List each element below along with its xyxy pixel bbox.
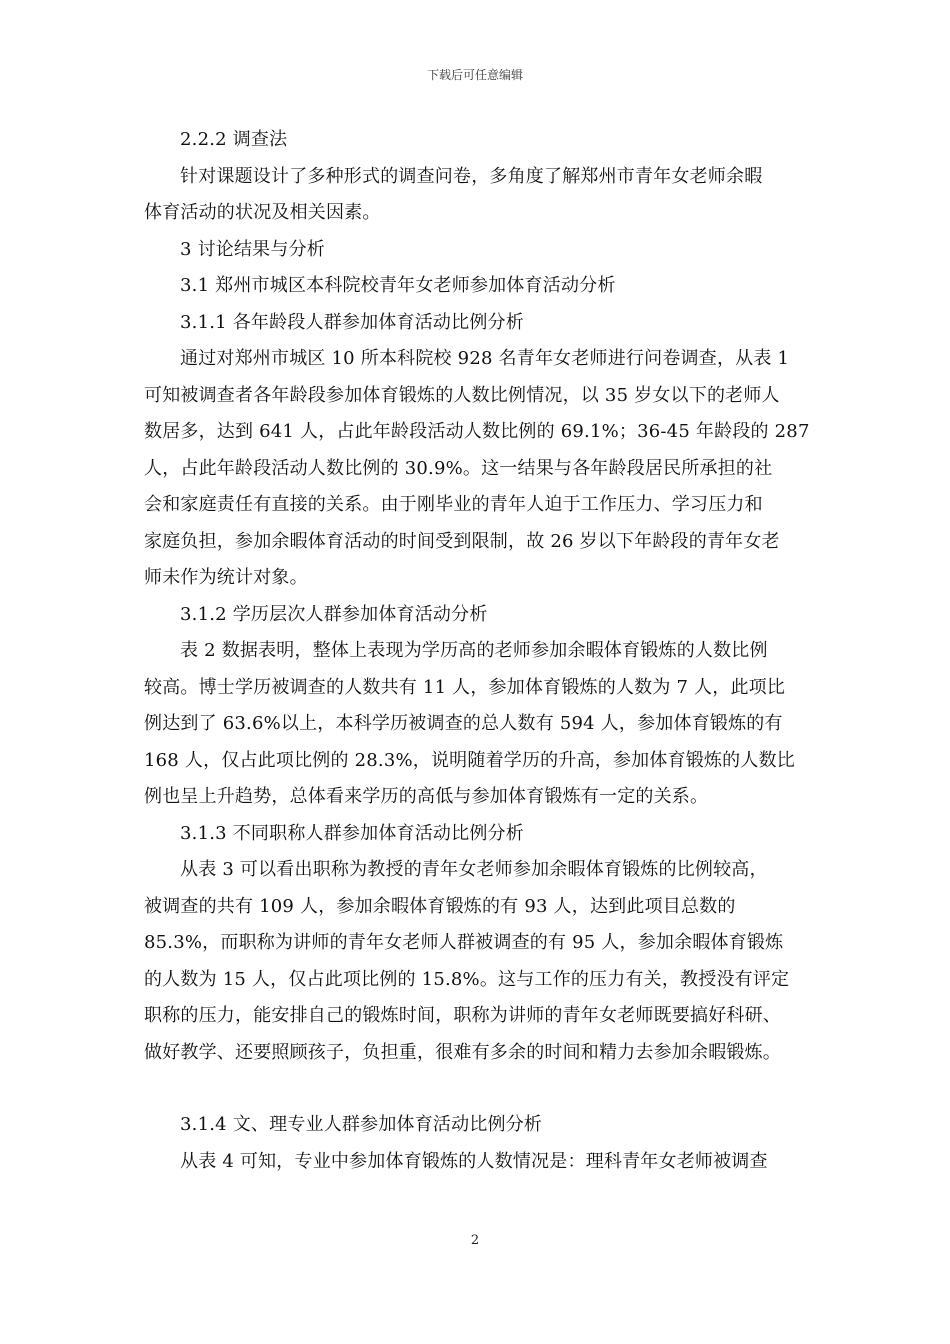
page-header: 下载后可任意编辑 xyxy=(426,68,523,82)
paragraph-survey-method xyxy=(144,159,816,232)
paragraph-line: 从表 3 可以看出职称为教授的青年女老师参加余暇体育锻炼的比例较高， xyxy=(180,859,768,880)
heading-3: 3 讨论结果与分析 xyxy=(180,238,325,260)
page-number: 2 xyxy=(470,1233,480,1248)
paragraph-line: 做好教学、还要照顾孩子，负担重，很难有多余的时间和精力去参加余暇锻炼。 xyxy=(144,1041,781,1063)
paragraph-line: 体育活动的状况及相关因素。 xyxy=(144,202,381,223)
paragraph-line: 表 2 数据表明，整体上表现为学历高的老师参加余暇体育锻炼的人数比例 xyxy=(180,640,768,661)
heading-3-1-4: 3.1.4 文、理专业人群参加体育活动比例分析 xyxy=(180,1114,543,1135)
paragraph-line: 职称的压力，能安排自己的锻炼时间，职称为讲师的青年女老师既要搞好科研、 xyxy=(144,1005,781,1026)
paragraph-line: 人，占此年龄段活动人数比例的 30.9%。这一结果与各年龄段居民所承担的社 xyxy=(144,457,773,479)
paragraph-education-analysis xyxy=(144,633,816,816)
paragraph-line: 数居多，达到 641 人，占此年龄段活动人数比例的 69.1%；36-45 年龄段的 287 xyxy=(144,421,810,442)
paragraph-line: 85.3%，而职称为讲师的青年女老师人群被调查的有 95 人，参加余暇体育锻炼 xyxy=(144,932,784,953)
paragraph-major-analysis xyxy=(144,1144,816,1181)
heading-3-1-1: 3.1.1 各年龄段人群参加体育活动比例分析 xyxy=(180,311,524,333)
heading-2-2-2: 2.2.2 调查法 xyxy=(180,129,288,150)
document-body xyxy=(144,122,816,1180)
heading-3-1: 3.1 郑州市城区本科院校青年女老师参加体育活动分析 xyxy=(180,275,616,296)
paragraph-line: 的人数为 15 人，仅占此项比例的 15.8%。这与工作的压力有关，教授没有评定 xyxy=(144,968,790,990)
paragraph-line: 从表 4 可知，专业中参加体育锻炼的人数情况是：理科青年女老师被调查 xyxy=(180,1150,768,1172)
paragraph-line: 针对课题设计了多种形式的调查问卷，多角度了解郑州市青年女老师余暇 xyxy=(180,165,763,187)
paragraph-line: 例也呈上升趋势，总体看来学历的高低与参加体育锻炼有一定的关系。 xyxy=(144,786,709,807)
heading-3-1-3: 3.1.3 不同职称人群参加体育活动比例分析 xyxy=(180,822,524,844)
heading-3-1-2: 3.1.2 学历层次人群参加体育活动分析 xyxy=(180,603,488,625)
paragraph-line: 会和家庭责任有直接的关系。由于刚毕业的青年人迫于工作压力、学习压力和 xyxy=(144,494,763,515)
blank-line xyxy=(144,1071,816,1107)
paragraph-line: 师未作为统计对象。 xyxy=(144,567,308,588)
paragraph-line: 可知被调查者各年龄段参加体育锻炼的人数比例情况，以 35 岁女以下的老师人 xyxy=(144,384,780,406)
paragraph-line: 168 人，仅占此项比例的 28.3%，说明随着学历的升高，参加体育锻炼的人数比 xyxy=(144,749,795,771)
paragraph-line: 被调查的共有 109 人，参加余暇体育锻炼的有 93 人，达到此项目总数的 xyxy=(144,895,736,917)
paragraph-line: 较高。博士学历被调查的人数共有 11 人，参加体育锻炼的人数为 7 人，此项比 xyxy=(144,676,786,698)
paragraph-age-analysis xyxy=(144,341,816,597)
paragraph-line: 通过对郑州市城区 10 所本科院校 928 名青年女老师进行问卷调查，从表 1 xyxy=(180,348,790,369)
paragraph-line: 家庭负担，参加余暇体育活动的时间受到限制，故 26 岁以下年龄段的青年女老 xyxy=(144,530,780,552)
paragraph-title-analysis xyxy=(144,852,816,1071)
paragraph-line: 例达到了 63.6%以上，本科学历被调查的总人数有 594 人，参加体育锻炼的有 xyxy=(144,713,783,734)
